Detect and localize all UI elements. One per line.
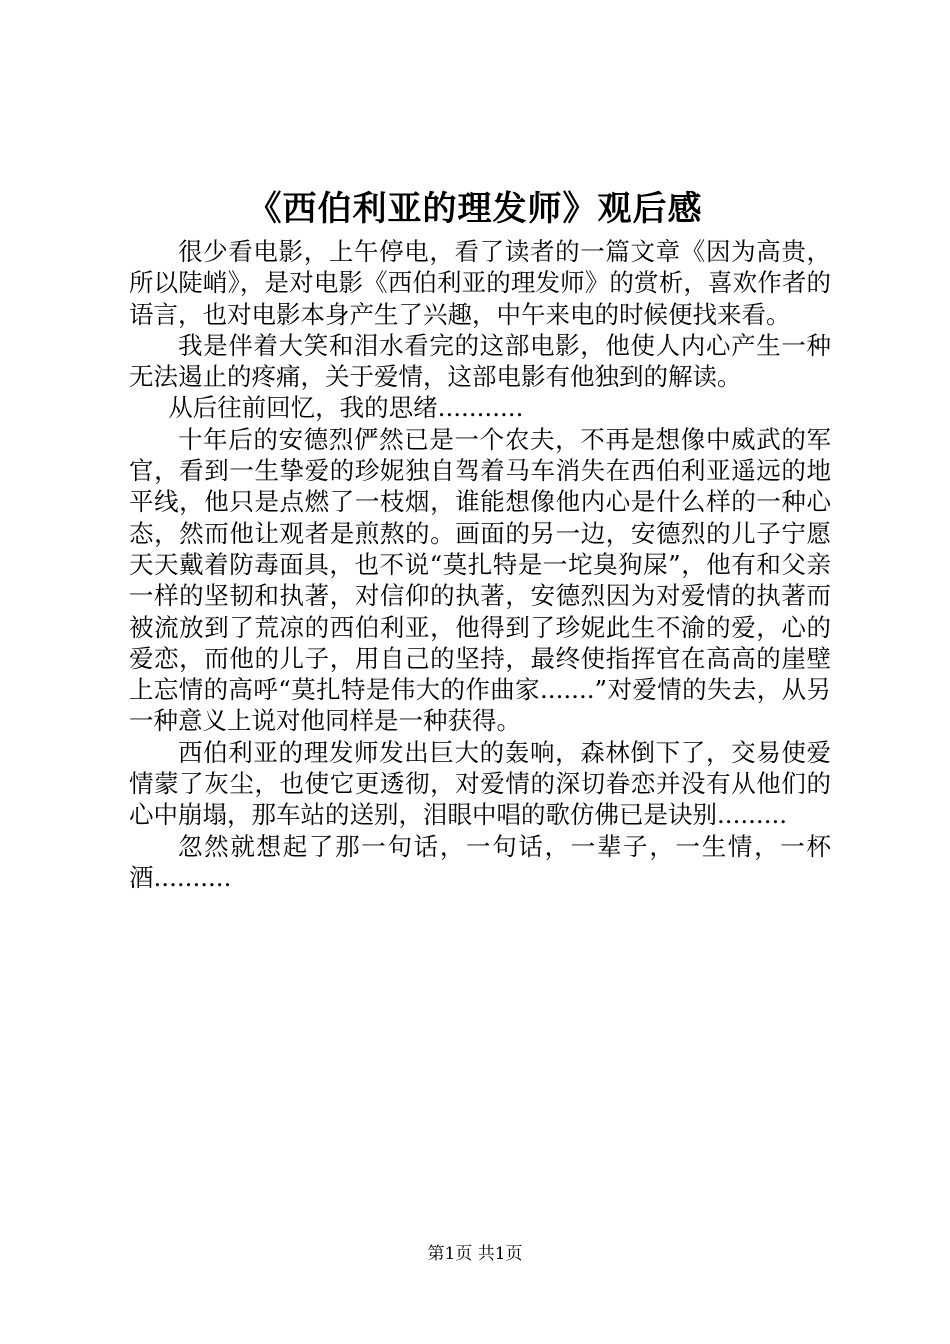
paragraph-feeling: 我是伴着大笑和泪水看完的这部电影，他使人内心产生一种无法遏止的疼痛，关于爱情，这部电影有他独到的解读。 xyxy=(129,330,831,392)
paragraph-closing: 忽然就想起了那一句话，一句话，一辈子，一生情，一杯酒.......... xyxy=(129,831,831,892)
page-footer: 第1页 共1页 xyxy=(427,1244,523,1264)
paragraph-andrei: 十年后的安德烈俨然已是一个农夫，不再是想像中威武的军官，看到一生挚爱的珍妮独自驾着马车消失在西伯利亚遥远的地平线，他只是点燃了一枝烟，谁能想像他内心是什么样的一种心态，然而他让观者是煎熬的。画面的另一边，安德烈的儿子宁愿天天戴着防毒面具，也不说“莫扎特是一坨臭狗屎”，他有和父亲一样的坚韧和执著，对信仰的执著，安德烈因为对爱情的执著而被流放到了荒凉的西伯利亚，他得到了珍妮此生不渝的爱，心的爱恋，而他的儿子，用自己的坚持，最终使指挥官在高高的崖壁上忘情的高呼“莫扎特是伟大的作曲家.......”对爱情的失去，从另一种意义上说对他同样是一种获得。 xyxy=(129,424,831,736)
document-title: 《西伯利亚的理发师》观后感 xyxy=(247,189,703,229)
paragraph-barber: 西伯利亚的理发师发出巨大的轰响，森林倒下了，交易使爱情蒙了灰尘，也使它更透彻，对爱情的深切眷恋并没有从他们的心中崩塌，那车站的送别，泪眼中唱的歌仿佛已是诀别......... xyxy=(129,737,831,830)
paragraph-intro: 很少看电影，上午停电，看了读者的一篇文章《因为高贵，所以陡峭》，是对电影《西伯利亚的理发师》的赏析，喜欢作者的语言，也对电影本身产生了兴趣，中午来电的时候便找来看。 xyxy=(129,237,831,329)
document-body xyxy=(129,236,831,893)
paragraph-recall: 从后往前回忆，我的思绪........... xyxy=(168,393,524,423)
